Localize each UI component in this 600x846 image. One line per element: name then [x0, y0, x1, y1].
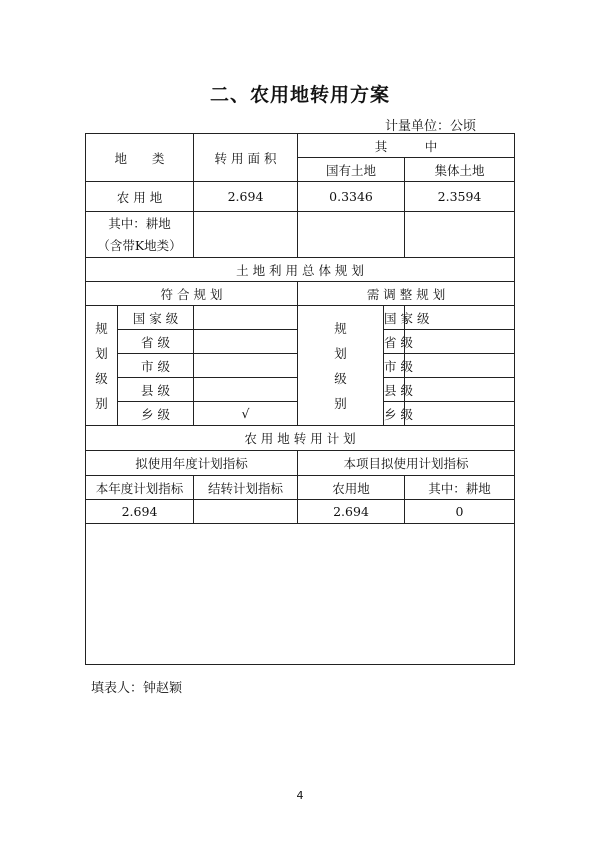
blank-notes-area: [86, 524, 515, 665]
conform-value-township-checkmark: √: [194, 402, 298, 426]
conform-level-national: 国 家 级: [118, 306, 194, 330]
conform-value-county: [194, 378, 298, 402]
arable-area: [194, 212, 298, 258]
conform-value-city: [194, 354, 298, 378]
page-number: 4: [296, 789, 304, 802]
project-indicator-title: 本项目拟使用计划指标: [298, 451, 515, 476]
vchar: 级: [334, 370, 347, 386]
conform-level-township: 乡 级: [118, 402, 194, 426]
conform-plan-title: 符 合 规 划: [86, 282, 298, 306]
subheader-arable: 其中：耕地: [405, 476, 515, 500]
conform-value-national: [194, 306, 298, 330]
unit-label: 计量单位：公顷: [384, 119, 476, 134]
farmland-state: 0.3346: [298, 182, 405, 212]
annual-indicator-title: 拟使用年度计划指标: [86, 451, 298, 476]
value-this-year: 2.694: [86, 500, 194, 524]
farmland-collective: 2.3594: [405, 182, 515, 212]
adjust-value-township: [405, 402, 515, 426]
adjust-level-province: 省 级: [384, 330, 405, 354]
arable-label-line1: 其中：耕地: [108, 215, 171, 231]
vchar: 级: [95, 370, 108, 386]
vchar: 规: [95, 320, 108, 336]
subheader-carryover: 结转计划指标: [194, 476, 298, 500]
value-arable: 0: [405, 500, 515, 524]
vchar: 别: [334, 395, 347, 411]
header-conversion-area: 转 用 面 积: [194, 134, 298, 182]
adjust-value-county: [405, 378, 515, 402]
adjust-value-city: [405, 354, 515, 378]
page-title: 二、农用地转用方案: [209, 84, 390, 106]
vchar: 规: [334, 320, 347, 336]
arable-label-line2: （含带K地类）: [97, 237, 182, 253]
header-state-land: 国有土地: [298, 158, 405, 182]
vchar: 划: [334, 345, 347, 361]
value-carryover: [194, 500, 298, 524]
adjust-value-province: [405, 330, 515, 354]
conversion-plan-table: [85, 133, 515, 665]
conform-level-city: 市 级: [118, 354, 194, 378]
conversion-plan-title: 农 用 地 转 用 计 划: [86, 426, 515, 451]
overall-plan-title: 土 地 利 用 总 体 规 划: [86, 258, 515, 282]
conform-level-vertical-label: [86, 306, 118, 426]
farmland-area: 2.694: [194, 182, 298, 212]
adjust-level-township: 乡 级: [384, 402, 405, 426]
arable-collective: [405, 212, 515, 258]
filled-by: 填表人：钟赵颖: [91, 681, 183, 696]
conform-level-province: 省 级: [118, 330, 194, 354]
conform-level-county: 县 级: [118, 378, 194, 402]
arable-label: [86, 212, 194, 258]
vchar: 划: [95, 345, 108, 361]
arable-state: [298, 212, 405, 258]
conform-value-province: [194, 330, 298, 354]
subheader-this-year: 本年度计划指标: [86, 476, 194, 500]
header-collective-land: 集体土地: [405, 158, 515, 182]
header-land-type: 地 类: [86, 134, 194, 182]
adjust-level-vertical-label: [298, 306, 384, 426]
adjust-level-city: 市 级: [384, 354, 405, 378]
farmland-label: 农 用 地: [86, 182, 194, 212]
header-among: 其 中: [298, 134, 515, 158]
subheader-farmland: 农用地: [298, 476, 405, 500]
adjust-level-national: 国 家 级: [384, 306, 405, 330]
value-farmland: 2.694: [298, 500, 405, 524]
adjust-plan-title: 需 调 整 规 划: [298, 282, 515, 306]
vchar: 别: [95, 395, 108, 411]
adjust-level-county: 县 级: [384, 378, 405, 402]
